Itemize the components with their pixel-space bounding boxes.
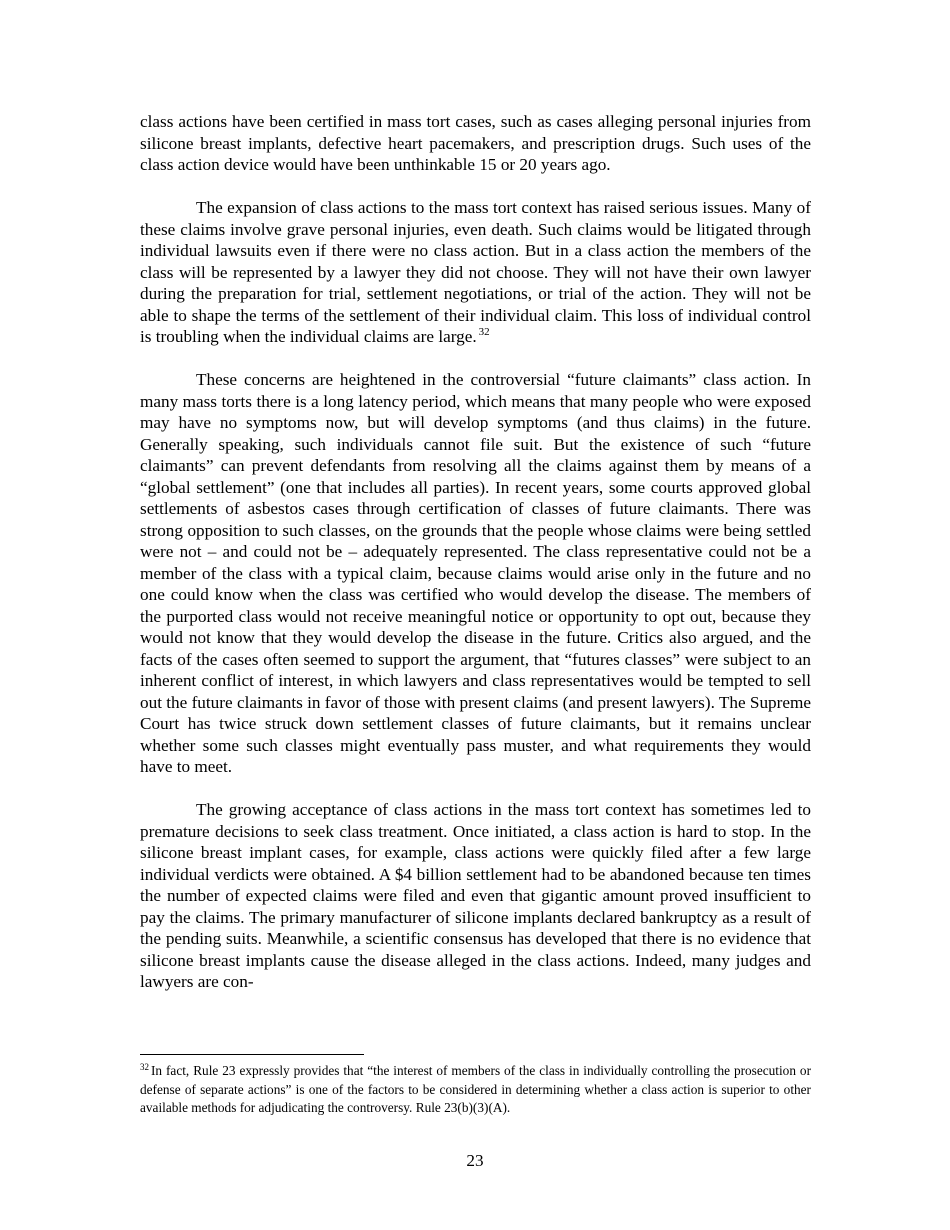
paragraph-3: These concerns are heightened in the controversial “future claimants” class action. In many mass torts there is a long latency period, which means that many people who were exposed may have no symptoms now, but will develop symptoms (and thus claims) in the future. Generally speaking, such individuals cannot file suit. But the existence of such “future claimants” can prevent defendants from resolving all the claims against them by means of a “global settlement” (one that includes all parties). In recent years, some courts approved global settlements of asbestos cases through certification of classes of future claimants. There was strong opposition to such classes, on the grounds that the people whose claims were being settled were not – and could not be – adequately represented. The class representative could not be a member of the class with a typical claim, because claims would arise only in the future and no one could know when the class was certified who would develop the disease. The members of the purported class would not receive meaningful notice or opportunity to opt out, because they would not know that they would develop the disease in the future. Critics also argued, and the facts of the cases often seemed to support the argument, that “futures classes” were subject to an inherent conflict of interest, in which lawyers and class representatives would be tempted to sell out the future claimants in favor of those with present claims (and present lawyers). The Supreme Court has twice struck down settlement classes of future claimants, but it remains unclear whether some such classes might eventually pass muster, and what requirements they would have to meet. — [140, 370, 811, 776]
page-number: 23 — [466, 1151, 484, 1170]
footnote-32 — [140, 1062, 811, 1118]
footnote-reference-32[interactable]: 32 — [478, 326, 490, 338]
paragraph-1: class actions have been certified in mass tort cases, such as cases alleging personal injuries from silicone breast implants, defective heart pacemakers, and prescription drugs. Such uses of the class action device would have been unthinkable 15 or 20 years ago. — [140, 112, 811, 174]
footnote-number: 32 — [140, 1062, 149, 1072]
body-text — [140, 111, 811, 993]
footnote-text: In fact, Rule 23 expressly provides that “the interest of members of the class in individually controlling the prosecution or defense of separate actions” is one of the factors to be considered in determining whether a class action is superior to other available methods for adjudicating the controversy. Rule 23(b)(3)(A). — [140, 1063, 811, 1115]
paragraph-2-text: The expansion of class actions to the mass tort context has raised serious issues. Many of these claims involve grave personal injuries, even death. Such claims would be litigated through individual lawsuits even if there were no class action. But in a class action the members of the class will be represented by a lawyer they did not choose. They will not have their own lawyer during the preparation for trial, settlement negotiations, or trial of the action. They will not be able to shape the terms of the settlement of their individual claim. This loss of individual control is troubling when the individual claims are large. — [140, 198, 811, 346]
footnote-separator — [140, 1054, 364, 1055]
paragraph-2 — [140, 197, 811, 348]
paragraph-4: The growing acceptance of class actions in the mass tort context has sometimes led to premature decisions to seek class treatment. Once initiated, a class action is hard to stop. In the silicone breast implant cases, for example, class actions were quickly filed after a few large individual verdicts were obtained. A $4 billion settlement had to be abandoned because ten times the number of expected claims were filed and even that gigantic amount proved insufficient to pay the claims. The primary manufacturer of silicone implants declared bankruptcy as a result of the pending suits. Meanwhile, a scientific consensus has developed that there is no evidence that silicone breast implants cause the disease alleged in the class actions. Indeed, many judges and lawyers are con- — [140, 800, 811, 991]
